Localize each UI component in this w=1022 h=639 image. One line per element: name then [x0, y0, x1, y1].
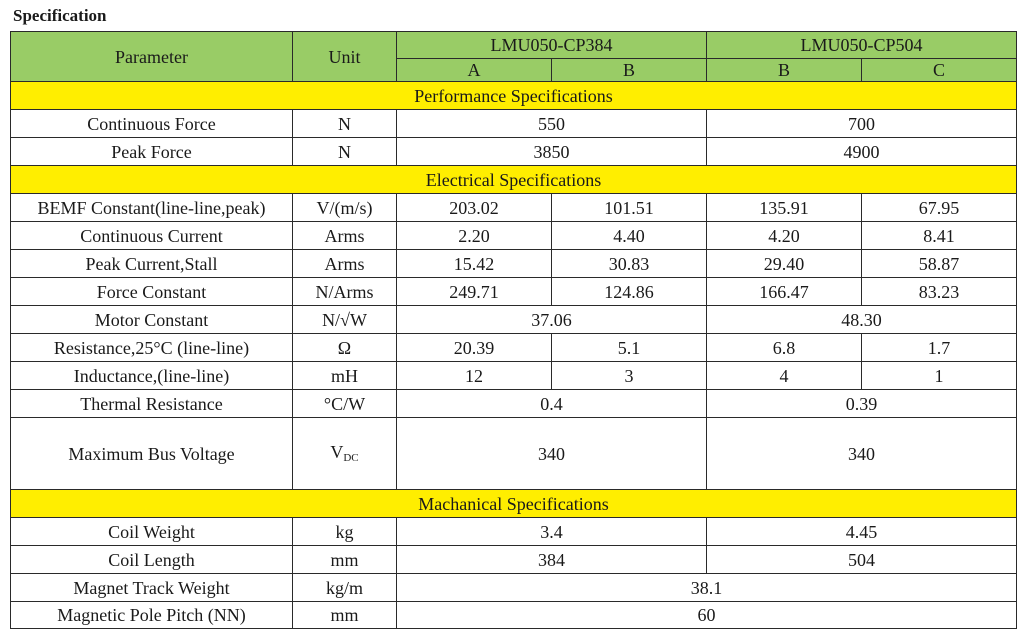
value-cell: 83.23 [862, 278, 1017, 306]
value-cell: 124.86 [552, 278, 707, 306]
param-cell: Peak Force [11, 138, 293, 166]
param-cell: Resistance,25°C (line-line) [11, 334, 293, 362]
value-cell: 58.87 [862, 250, 1017, 278]
param-cell: Magnetic Pole Pitch (NN) [11, 602, 293, 629]
value-cell: 1 [862, 362, 1017, 390]
table-row [11, 334, 1017, 362]
value-cell: 37.06 [397, 306, 707, 334]
table-row [11, 574, 1017, 602]
table-row [11, 306, 1017, 334]
value-cell: 5.1 [552, 334, 707, 362]
value-cell: 4 [707, 362, 862, 390]
unit-cell: mm [293, 546, 397, 574]
param-cell: Inductance,(line-line) [11, 362, 293, 390]
unit-cell: kg/m [293, 574, 397, 602]
table-row [11, 546, 1017, 574]
value-cell: 60 [397, 602, 1017, 629]
param-cell: Thermal Resistance [11, 390, 293, 418]
value-cell: 340 [397, 418, 707, 490]
section-electrical [11, 166, 1017, 194]
value-cell: 3850 [397, 138, 707, 166]
page-title: Specification [13, 6, 107, 25]
table-row [11, 390, 1017, 418]
section-title: Machanical Specifications [11, 490, 1017, 518]
header-unit: Unit [293, 32, 397, 82]
value-cell: 340 [707, 418, 1017, 490]
table-row [11, 602, 1017, 629]
value-cell: 4.20 [707, 222, 862, 250]
unit-cell: V/(m/s) [293, 194, 397, 222]
header-variant: B [552, 59, 707, 82]
header-parameter: Parameter [11, 32, 293, 82]
unit-cell: N/√W [293, 306, 397, 334]
value-cell: 249.71 [397, 278, 552, 306]
value-cell: 38.1 [397, 574, 1017, 602]
value-cell: 2.20 [397, 222, 552, 250]
param-cell: Coil Weight [11, 518, 293, 546]
param-cell: Magnet Track Weight [11, 574, 293, 602]
header-variant: B [707, 59, 862, 82]
header-row-models [11, 32, 1017, 59]
value-cell: 101.51 [552, 194, 707, 222]
unit-cell [293, 418, 397, 490]
header-variant: A [397, 59, 552, 82]
param-cell: BEMF Constant(line-line,peak) [11, 194, 293, 222]
unit-cell: mm [293, 602, 397, 629]
value-cell: 20.39 [397, 334, 552, 362]
value-cell: 203.02 [397, 194, 552, 222]
value-cell: 67.95 [862, 194, 1017, 222]
param-cell: Maximum Bus Voltage [11, 418, 293, 490]
table-row [11, 194, 1017, 222]
value-cell: 6.8 [707, 334, 862, 362]
value-cell: 0.39 [707, 390, 1017, 418]
table-row [11, 222, 1017, 250]
table-row [11, 138, 1017, 166]
value-cell: 4.40 [552, 222, 707, 250]
table-row [11, 278, 1017, 306]
value-cell: 550 [397, 110, 707, 138]
value-cell: 3.4 [397, 518, 707, 546]
param-cell: Motor Constant [11, 306, 293, 334]
value-cell: 384 [397, 546, 707, 574]
table-row [11, 250, 1017, 278]
specification-table [10, 31, 1017, 629]
table-row [11, 518, 1017, 546]
unit-cell: Arms [293, 250, 397, 278]
unit-cell: N [293, 110, 397, 138]
table-row [11, 110, 1017, 138]
unit-cell: N [293, 138, 397, 166]
value-cell: 8.41 [862, 222, 1017, 250]
param-cell: Continuous Current [11, 222, 293, 250]
section-title: Electrical Specifications [11, 166, 1017, 194]
header-variant: C [862, 59, 1017, 82]
value-cell: 4900 [707, 138, 1017, 166]
header-model-cp504: LMU050-CP504 [707, 32, 1017, 59]
unit-cell: N/Arms [293, 278, 397, 306]
section-title: Performance Specifications [11, 82, 1017, 110]
unit-subscript: DC [343, 452, 359, 464]
value-cell: 166.47 [707, 278, 862, 306]
value-cell: 700 [707, 110, 1017, 138]
param-cell: Continuous Force [11, 110, 293, 138]
value-cell: 12 [397, 362, 552, 390]
header-model-cp384: LMU050-CP384 [397, 32, 707, 59]
unit-cell: kg [293, 518, 397, 546]
table-row [11, 362, 1017, 390]
unit-cell: Ω [293, 334, 397, 362]
value-cell: 3 [552, 362, 707, 390]
param-cell: Peak Current,Stall [11, 250, 293, 278]
unit-main: V [330, 442, 344, 462]
param-cell: Coil Length [11, 546, 293, 574]
value-cell: 30.83 [552, 250, 707, 278]
value-cell: 4.45 [707, 518, 1017, 546]
value-cell: 0.4 [397, 390, 707, 418]
value-cell: 29.40 [707, 250, 862, 278]
section-performance [11, 82, 1017, 110]
param-cell: Force Constant [11, 278, 293, 306]
unit-cell: mH [293, 362, 397, 390]
value-cell: 135.91 [707, 194, 862, 222]
section-mechanical [11, 490, 1017, 518]
value-cell: 1.7 [862, 334, 1017, 362]
unit-cell: °C/W [293, 390, 397, 418]
unit-cell: Arms [293, 222, 397, 250]
value-cell: 15.42 [397, 250, 552, 278]
table-row [11, 418, 1017, 490]
value-cell: 504 [707, 546, 1017, 574]
value-cell: 48.30 [707, 306, 1017, 334]
